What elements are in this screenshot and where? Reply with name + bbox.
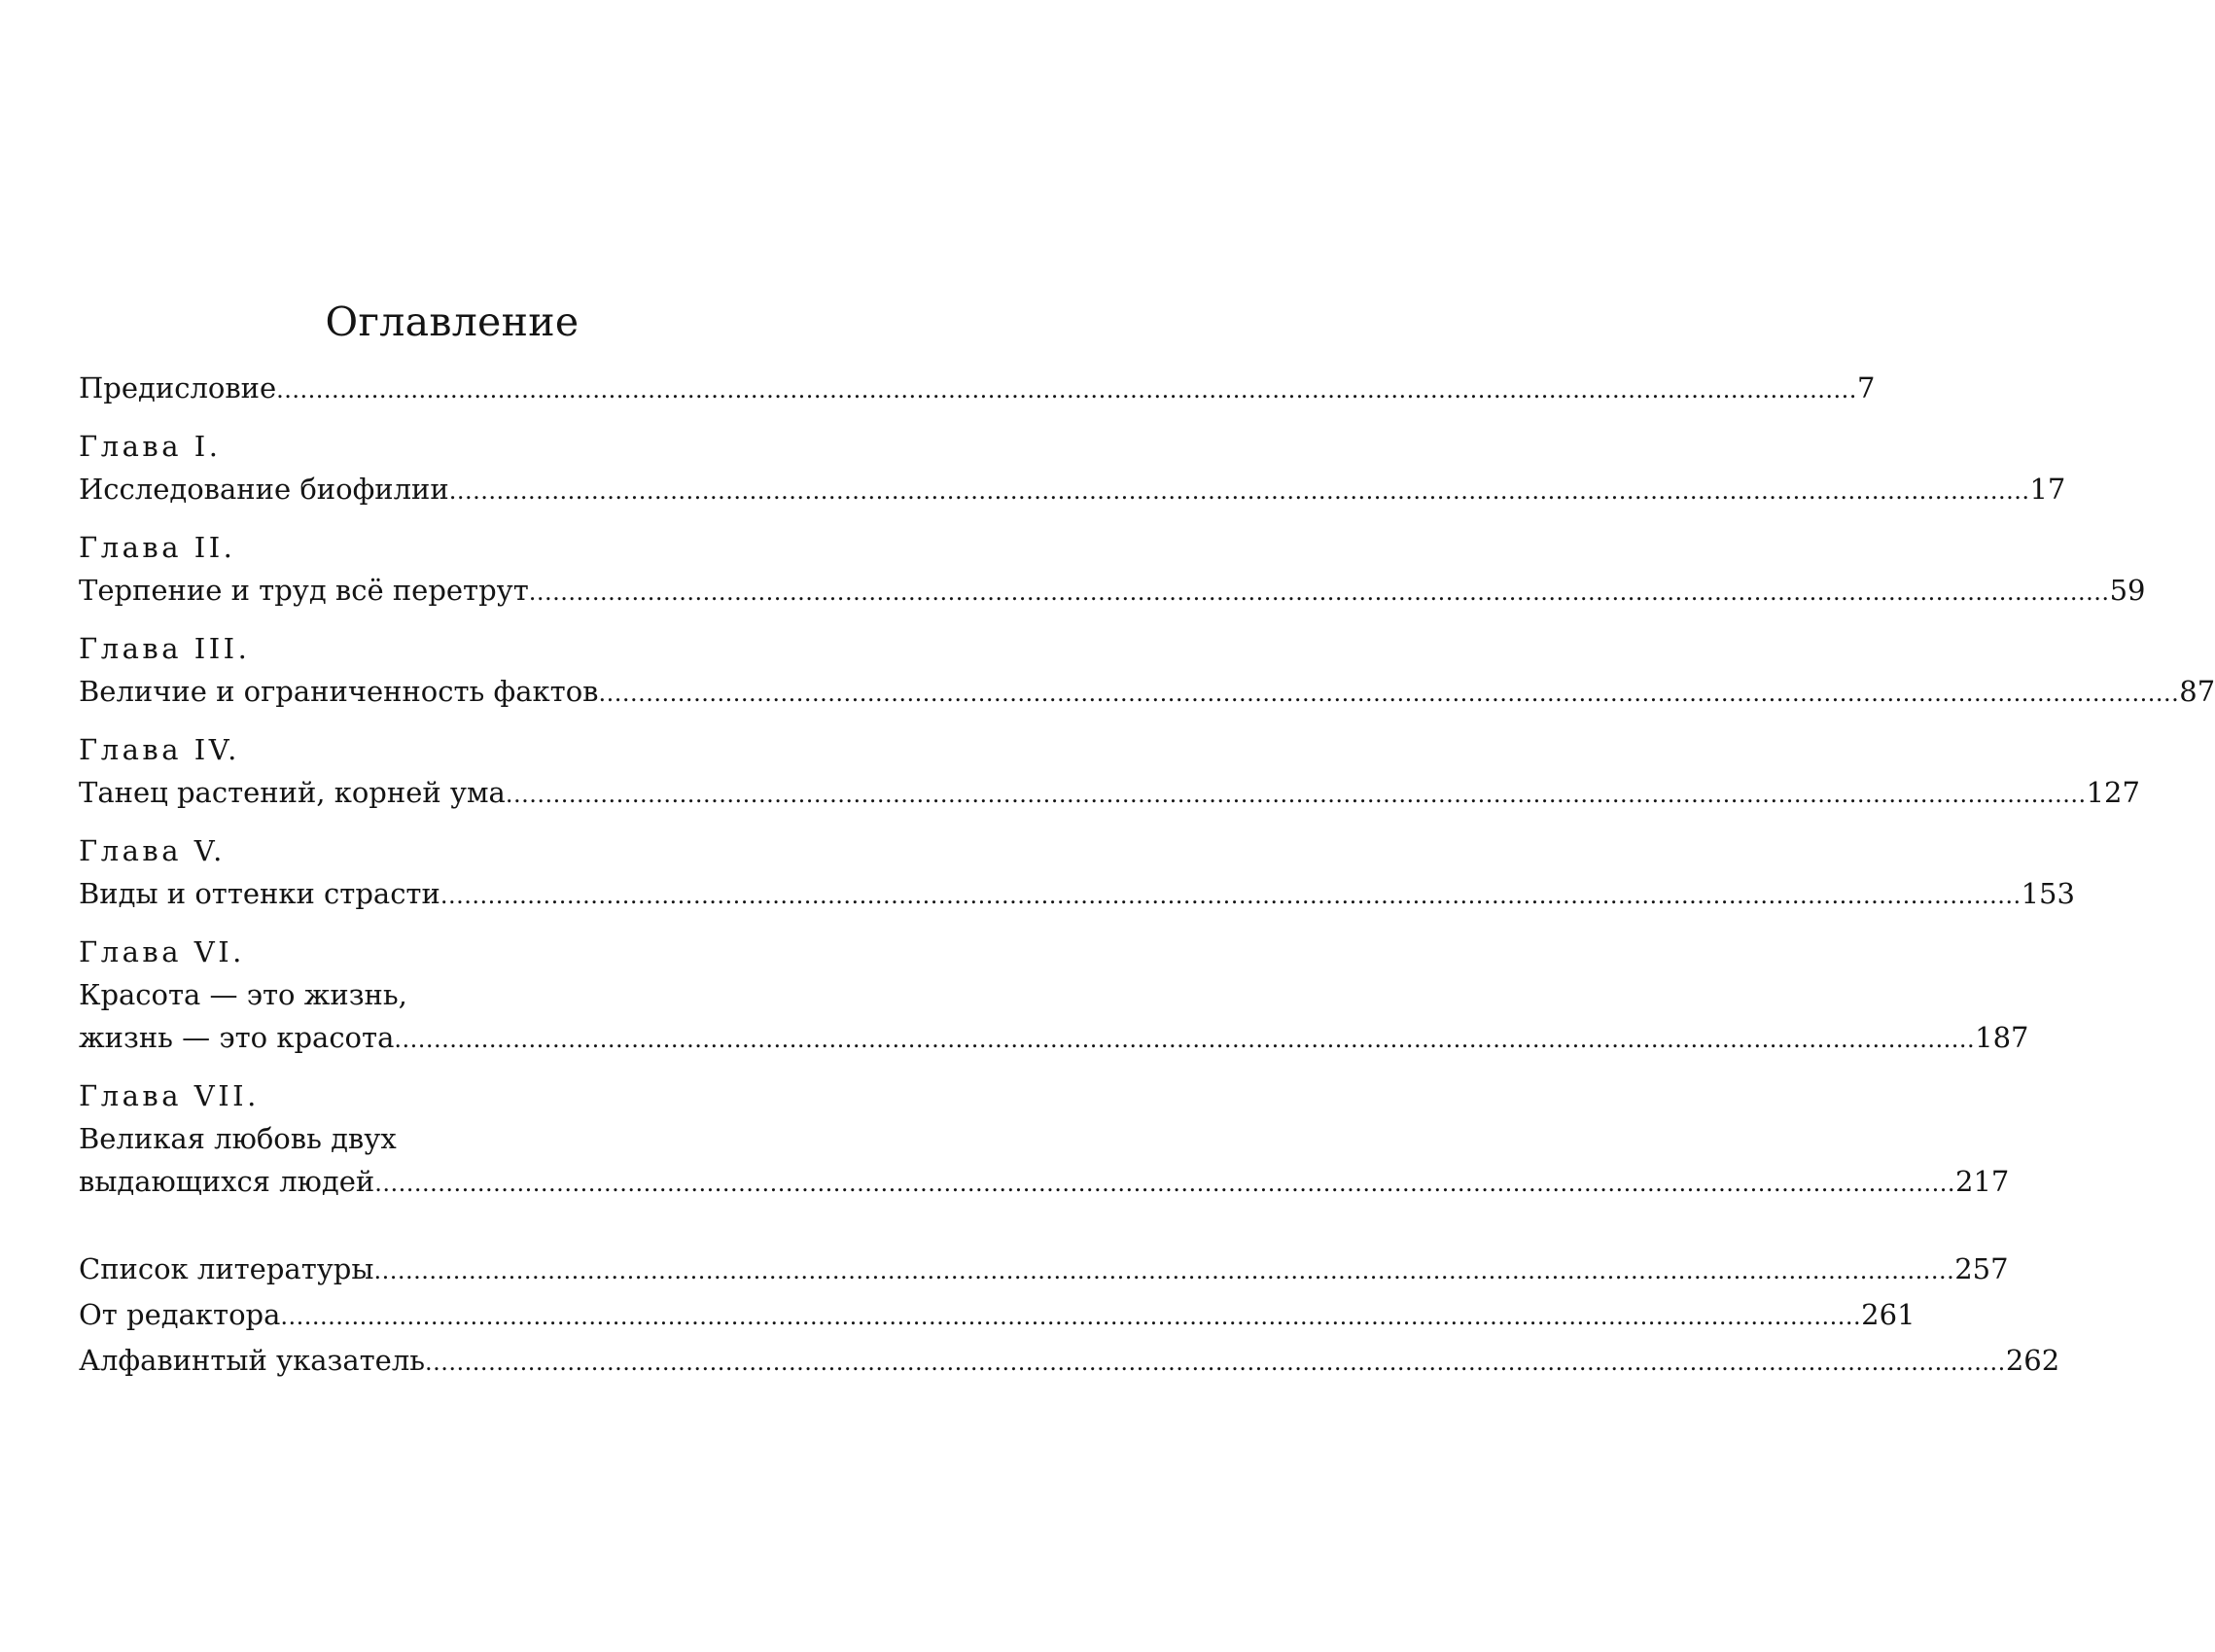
page-number: 261 xyxy=(1861,1298,1916,1331)
dot-leader: ........................................................................................................................................................................................................ xyxy=(280,1303,1862,1330)
entry-title: Терпение и труд всё перетрут xyxy=(79,574,529,607)
chapter-label: Глава III. xyxy=(79,632,251,665)
page-number: 257 xyxy=(1954,1252,2009,1285)
page-number: 153 xyxy=(2021,877,2075,910)
chapter-label: Глава V. xyxy=(79,834,226,867)
dot-leader: ........................................................................................................................................................................................................ xyxy=(528,579,2110,606)
toc-entry-chapter-4 xyxy=(79,771,2140,814)
entry-title: жизнь — это красота xyxy=(79,1021,395,1054)
dot-leader: ........................................................................................................................................................................................................ xyxy=(448,477,2030,505)
toc-entry-chapter-5 xyxy=(79,872,2075,915)
page-number: 59 xyxy=(2109,574,2146,607)
entry-title: выдающихся людей xyxy=(79,1165,375,1198)
dot-leader: ........................................................................................................................................................................................................ xyxy=(598,680,2180,707)
chapter-label: Глава IV. xyxy=(79,733,240,766)
page-number: 187 xyxy=(1975,1021,2029,1054)
toc-entry-index xyxy=(79,1339,2060,1382)
entry-title-line: Красота — это жизнь, xyxy=(79,978,407,1011)
entry-title-line: Великая любовь двух xyxy=(79,1122,397,1155)
dot-leader: ........................................................................................................................................................................................................ xyxy=(425,1349,2006,1376)
toc-entry-editor xyxy=(79,1293,1916,1336)
dot-leader: ........................................................................................................................................................................................................ xyxy=(374,1170,1955,1197)
toc-entry-chapter-2 xyxy=(79,569,2146,612)
page-number: 217 xyxy=(1955,1165,2010,1198)
toc-entry-chapter-7 xyxy=(79,1160,2010,1203)
page-number: 127 xyxy=(2086,776,2140,809)
page-number: 17 xyxy=(2029,473,2066,506)
entry-title: От редактора xyxy=(79,1298,281,1331)
chapter-label: Глава VI. xyxy=(79,935,245,968)
page-title: Оглавление xyxy=(325,299,580,345)
entry-title: Танец растений, корней ума xyxy=(79,776,506,809)
toc-entry-chapter-6 xyxy=(79,1016,2029,1059)
dot-leader: ........................................................................................................................................................................................................ xyxy=(505,781,2087,808)
entry-title: Алфавинтый указатель xyxy=(79,1344,426,1377)
page-number: 7 xyxy=(1856,371,1876,404)
dot-leader: ........................................................................................................................................................................................................ xyxy=(373,1257,1955,1284)
toc-entry-bibliography xyxy=(79,1248,2009,1290)
toc-entry-chapter-3 xyxy=(79,670,2215,713)
entry-title: Предисловие xyxy=(79,371,277,404)
dot-leader: ........................................................................................................................................................................................................ xyxy=(394,1026,1976,1053)
chapter-label: Глава II. xyxy=(79,531,236,564)
toc-entry-chapter-1 xyxy=(79,468,2066,510)
chapter-label: Глава VII. xyxy=(79,1079,260,1112)
toc-entry-preface xyxy=(79,367,1876,409)
entry-title: Список литературы xyxy=(79,1252,374,1285)
entry-title: Исследование биофилии xyxy=(79,473,449,506)
dot-leader: ........................................................................................................................................................................................................ xyxy=(276,376,1857,404)
page-number: 87 xyxy=(2179,675,2215,708)
entry-title: Виды и оттенки страсти xyxy=(79,877,440,910)
page-number: 262 xyxy=(2005,1344,2060,1377)
chapter-label: Глава I. xyxy=(79,430,222,463)
dot-leader: ........................................................................................................................................................................................................ xyxy=(439,882,2022,909)
entry-title: Величие и ограниченность фактов xyxy=(79,675,599,708)
